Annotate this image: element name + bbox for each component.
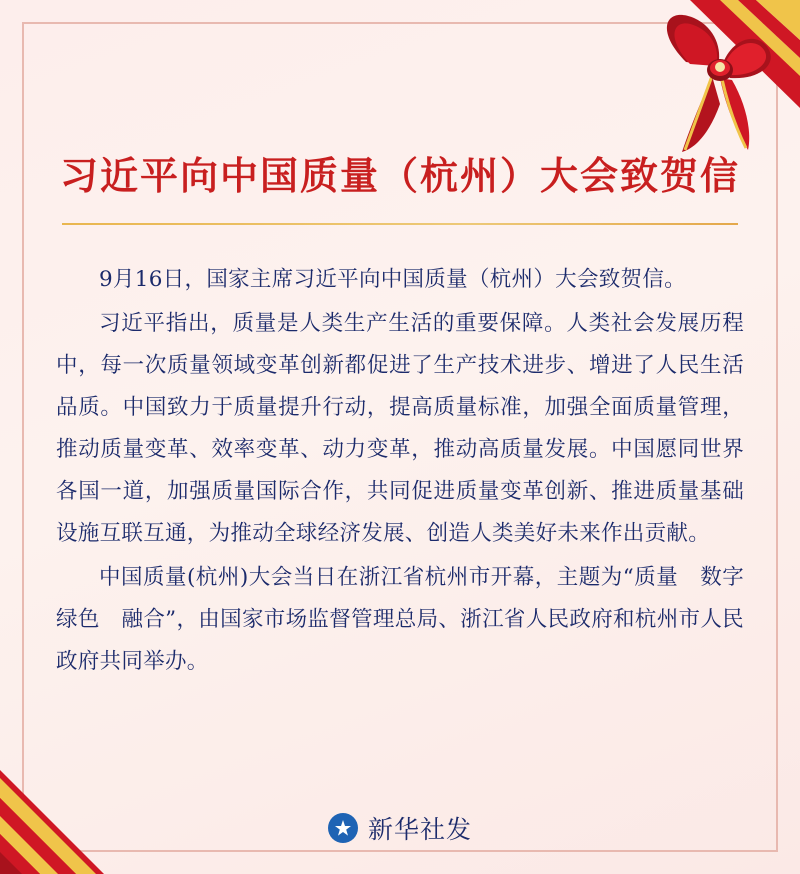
xinhua-logo-icon [328, 813, 358, 843]
paragraph: 中国质量(杭州)大会当日在浙江省杭州市开幕，主题为“质量 数字 绿色 融合”，由国家市场监督管理总局、浙江省人民政府和杭州市人民政府共同举办。 [56, 565, 766, 675]
page-title: 习近平向中国质量（杭州）大会致贺信 [59, 153, 740, 198]
credit-label: 新华社发 [367, 815, 472, 844]
paragraph: 9月16日，国家主席习近平向中国质量（杭州）大会致贺信。 [99, 267, 686, 293]
document-content [56, 120, 766, 685]
article-body [56, 259, 766, 683]
source-credit [0, 810, 800, 846]
paragraph: 习近平指出，质量是人类生产生活的重要保障。人类社会发展历程中，每一次质量领域变革创新都促进了生产技术进步、增进了人民生活品质。中国致力于质量提升行动，提高质量标准，加强全面质量管理，推动质量变革、效率变革、动力变革，推动高质量发展。中国愿同世界各国一道，加强质量国际合作，共同促进质量变革创新、推进质量基础设施互联互通，为推动全球经济发展、创造人类美好未来作出贡献。 [56, 311, 744, 547]
title-divider [62, 223, 738, 225]
